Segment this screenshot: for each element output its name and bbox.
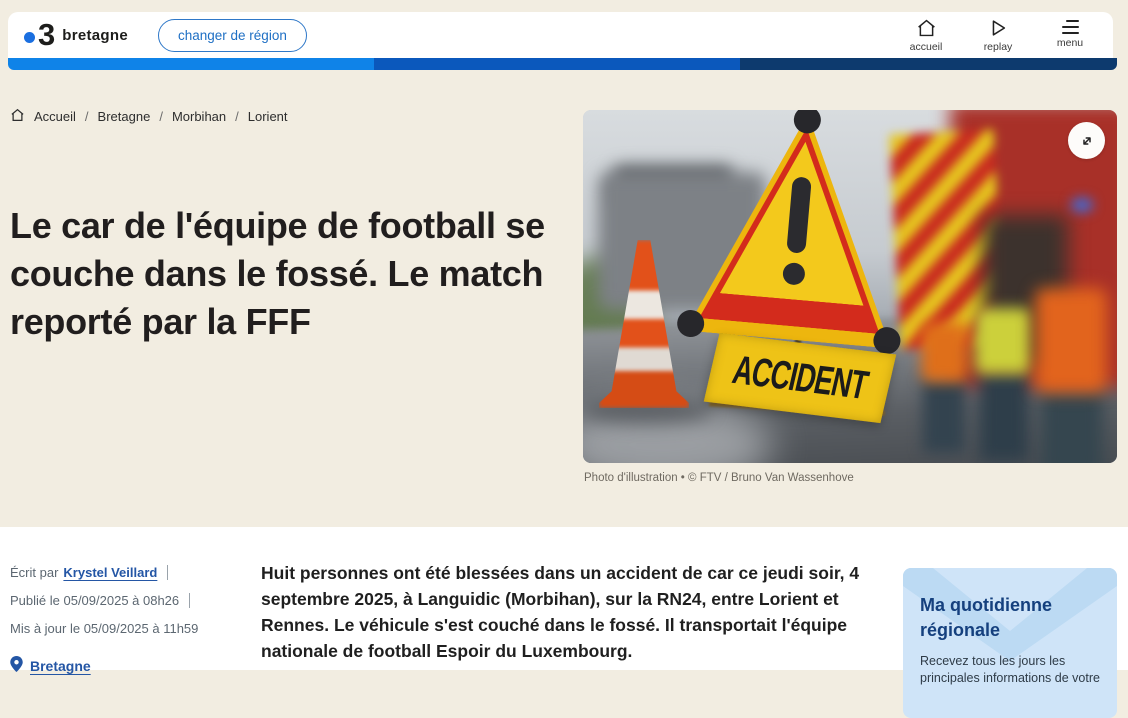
photo-firefighter-3-legs (1041, 388, 1103, 463)
newsletter-chevron-decoration (903, 568, 1117, 718)
published-date: Publié le 05/09/2025 à 08h26 (10, 593, 180, 608)
accent-bar-segment-2 (374, 58, 740, 70)
breadcrumb-separator: / (235, 109, 239, 124)
breadcrumb (10, 108, 288, 125)
byline-divider (189, 593, 190, 608)
nav-label-accueil: accueil (909, 40, 943, 53)
nav-item-replay[interactable] (975, 18, 1021, 53)
breadcrumb-separator: / (159, 109, 163, 124)
newsletter-title: Ma quotidienne régionale (920, 595, 1052, 640)
byline-published-row (10, 593, 255, 608)
photo-firefighter-1-legs (923, 378, 965, 453)
breadcrumb-item-accueil[interactable]: Accueil (34, 109, 76, 124)
article-title: Le car de l'équipe de football se couche dans le fossé. Le match reporté par la FFF (10, 205, 545, 342)
byline (10, 565, 255, 675)
logo-region-name: bretagne (62, 27, 128, 45)
photo-firefighter-2-legs (979, 370, 1029, 462)
newsletter-description: Recevez tous les jours les principales informations de votre (920, 654, 1100, 685)
france3-logo[interactable] (24, 16, 128, 52)
menu-icon (1062, 18, 1079, 35)
logo-channel-number: 3 (38, 16, 55, 52)
author-link[interactable]: Krystel Veillard (63, 565, 158, 580)
nav-label-menu: menu (1056, 37, 1084, 50)
warning-triangle-icon (686, 110, 911, 349)
byline-updated-row (10, 621, 255, 636)
location-link[interactable]: Bretagne (30, 657, 91, 674)
photo-firefighter-3 (1035, 288, 1107, 393)
written-by-label: Écrit par (10, 565, 59, 580)
nav-label-replay: replay (983, 40, 1013, 53)
byline-author-row (10, 565, 255, 580)
newsletter-card[interactable] (903, 568, 1117, 718)
article-lead-paragraph: Huit personnes ont été blessées dans un accident de car ce jeudi soir, 4 septembre 2025, à Languidic (Morbihan), sur la RN24, entre Lorient et Rennes. Le véhicule s'est couché dans le fossé. Il transportait l'équipe nationale de football Espoir du Luxembourg. (261, 563, 860, 661)
header-accent-bar (8, 58, 1117, 70)
breadcrumb-item-bretagne[interactable]: Bretagne (97, 109, 151, 124)
nav-item-menu[interactable] (1047, 18, 1093, 53)
breadcrumb-home-icon[interactable] (10, 108, 25, 125)
site-header (8, 12, 1113, 58)
breadcrumb-separator: / (84, 109, 89, 124)
breadcrumb-item-lorient: Lorient (247, 109, 288, 124)
article-body-section (0, 527, 1128, 685)
photo-firefighter-2 (975, 308, 1031, 374)
location-row (10, 656, 255, 675)
article-photo[interactable] (583, 110, 1117, 463)
updated-date: Mis à jour le 05/09/2025 à 11h59 (10, 621, 199, 636)
nav-item-accueil[interactable] (903, 18, 949, 53)
logo-dot-icon (24, 32, 35, 43)
photo-caption: Photo d'illustration • © FTV / Bruno Van Wassenhove (584, 472, 854, 484)
accident-sign-text: ACCIDENT (728, 346, 872, 408)
header-nav (903, 18, 1093, 53)
byline-divider (167, 565, 168, 580)
accent-bar-segment-1 (8, 58, 374, 70)
map-pin-icon (10, 656, 23, 675)
photo-firefighter-1 (921, 322, 967, 382)
change-region-button[interactable]: changer de région (158, 19, 307, 52)
expand-icon (1078, 132, 1096, 150)
play-icon (988, 18, 1008, 38)
expand-image-button[interactable] (1068, 122, 1105, 159)
home-icon (916, 18, 937, 38)
breadcrumb-item-morbihan[interactable]: Morbihan (171, 109, 227, 124)
accent-bar-segment-3 (740, 58, 1117, 70)
photo-emergency-light (1071, 198, 1093, 212)
